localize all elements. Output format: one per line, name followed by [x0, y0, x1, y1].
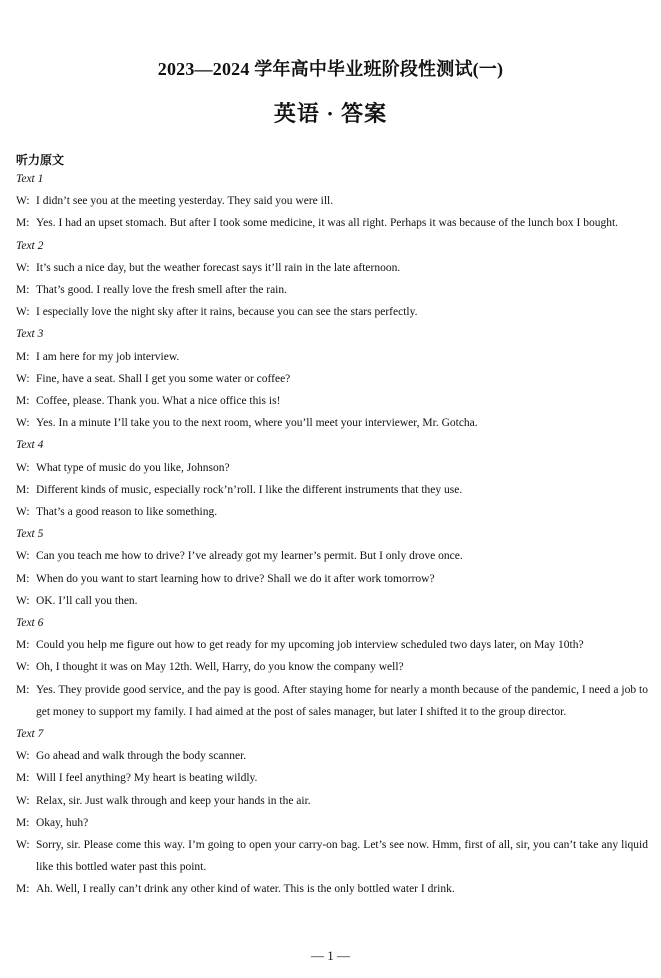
- dialogue-line: [16, 679, 648, 723]
- text-label: Text 6: [16, 616, 44, 629]
- dialogue-line: [16, 190, 648, 212]
- dialogue-line: [16, 634, 648, 656]
- dialogue-line: [16, 412, 648, 434]
- page-number: — 1 —: [311, 948, 350, 963]
- section-label: 听力原文: [16, 153, 65, 167]
- dialogue-line: [16, 301, 648, 323]
- dialogue-line: [16, 501, 648, 523]
- dialogue-line: [16, 390, 648, 412]
- dialogue-text: I especially love the night sky after it rains, because you can see the stars perfectly.: [36, 306, 418, 319]
- transcript-content: [16, 168, 648, 901]
- speaker-label: W:: [16, 372, 30, 385]
- dialogue-line: [16, 368, 648, 390]
- speaker-label: W:: [16, 838, 30, 851]
- dialogue-text: Sorry, sir. Please come this way. I’m going to open your carry-on bag. Let’s see now. Hmm, first of all, sir, you can’t take any liquid like this bottled water past this point.: [36, 838, 648, 874]
- dialogue-line: [16, 212, 648, 234]
- dialogue-text: Could you help me figure out how to get ready for my upcoming job interview scheduled two days later, on May 10th?: [36, 639, 584, 652]
- dialogue-text: What type of music do you like, Johnson?: [36, 461, 230, 474]
- speaker-label: W:: [16, 261, 30, 274]
- speaker-label: M:: [16, 816, 30, 829]
- dialogue-line: [16, 834, 648, 878]
- dialogue-line: [16, 346, 648, 368]
- speaker-label: M:: [16, 283, 30, 296]
- text-label: Text 5: [16, 528, 44, 541]
- text-label: Text 2: [16, 239, 44, 252]
- dialogue-line: [16, 790, 648, 812]
- dialogue-text: Coffee, please. Thank you. What a nice office this is!: [36, 394, 281, 407]
- dialogue-text: It’s such a nice day, but the weather forecast says it’ll rain in the late afternoon.: [36, 261, 401, 274]
- dialogue-line: [16, 568, 648, 590]
- document-subtitle: 英语 · 答案: [273, 101, 388, 126]
- dialogue-text: Will I feel anything? My heart is beating wildly.: [36, 772, 258, 785]
- dialogue-text: That’s a good reason to like something.: [36, 505, 218, 518]
- dialogue-text: I didn’t see you at the meeting yesterday. They said you were ill.: [36, 195, 334, 208]
- dialogue-text: Can you teach me how to drive? I’ve already got my learner’s permit. But I only drove once.: [36, 550, 463, 563]
- text-label: Text 4: [16, 439, 44, 452]
- dialogue-line: [16, 878, 648, 900]
- speaker-label: W:: [16, 195, 30, 208]
- speaker-label: M:: [16, 483, 30, 496]
- speaker-label: W:: [16, 661, 30, 674]
- speaker-label: W:: [16, 794, 30, 807]
- speaker-label: M:: [16, 394, 30, 407]
- text-label: Text 3: [16, 328, 44, 341]
- dialogue-text: When do you want to start learning how to drive? Shall we do it after work tomorrow?: [36, 572, 435, 585]
- dialogue-line: [16, 257, 648, 279]
- dialogue-line: [16, 767, 648, 789]
- speaker-label: M:: [16, 883, 30, 896]
- dialogue-line: [16, 656, 648, 678]
- dialogue-text: Yes. In a minute I’ll take you to the next room, where you’ll meet your interviewer, Mr. Gotcha.: [36, 417, 478, 430]
- dialogue-text: That’s good. I really love the fresh smell after the rain.: [36, 283, 287, 296]
- speaker-label: W:: [16, 550, 30, 563]
- dialogue-line: [16, 457, 648, 479]
- speaker-label: W:: [16, 461, 30, 474]
- dialogue-line: [16, 812, 648, 834]
- dialogue-text: Ah. Well, I really can’t drink any other kind of water. This is the only bottled water I drink.: [36, 883, 455, 896]
- dialogue-text: Yes. I had an upset stomach. But after I took some medicine, it was all right. Perhaps it was because of the lunch box I bought.: [36, 217, 619, 230]
- document-title: 2023—2024 学年高中毕业班阶段性测试(一): [157, 59, 504, 79]
- dialogue-text: Fine, have a seat. Shall I get you some water or coffee?: [36, 372, 291, 385]
- dialogue-text: Different kinds of music, especially rock’n’roll. I like the different instruments that they use.: [36, 483, 463, 496]
- dialogue-line: [16, 545, 648, 567]
- dialogue-text: Yes. They provide good service, and the pay is good. After staying home for nearly a month because of the pandemic, I need a job to get money to support my family. I had aimed at the post of sales manager, but later I shifted it to the group director.: [36, 683, 648, 718]
- speaker-label: M:: [16, 639, 30, 652]
- dialogue-line: [16, 279, 648, 301]
- dialogue-text: Go ahead and walk through the body scanner.: [36, 750, 247, 763]
- dialogue-line: [16, 479, 648, 501]
- dialogue-text: Oh, I thought it was on May 12th. Well, Harry, do you know the company well?: [36, 661, 404, 674]
- speaker-label: M:: [16, 217, 30, 230]
- dialogue-text: Relax, sir. Just walk through and keep your hands in the air.: [36, 794, 311, 807]
- speaker-label: M:: [16, 350, 30, 363]
- speaker-label: W:: [16, 505, 30, 518]
- dialogue-text: Okay, huh?: [36, 816, 89, 829]
- speaker-label: M:: [16, 683, 30, 696]
- speaker-label: W:: [16, 594, 30, 607]
- dialogue-line: [16, 590, 648, 612]
- dialogue-line: [16, 745, 648, 767]
- text-label: Text 7: [16, 727, 44, 740]
- dialogue-text: OK. I’ll call you then.: [36, 594, 138, 607]
- speaker-label: M:: [16, 572, 30, 585]
- speaker-label: W:: [16, 750, 30, 763]
- text-label: Text 1: [16, 173, 44, 185]
- speaker-label: W:: [16, 417, 30, 430]
- dialogue-text: I am here for my job interview.: [36, 350, 180, 363]
- speaker-label: W:: [16, 306, 30, 319]
- speaker-label: M:: [16, 772, 30, 785]
